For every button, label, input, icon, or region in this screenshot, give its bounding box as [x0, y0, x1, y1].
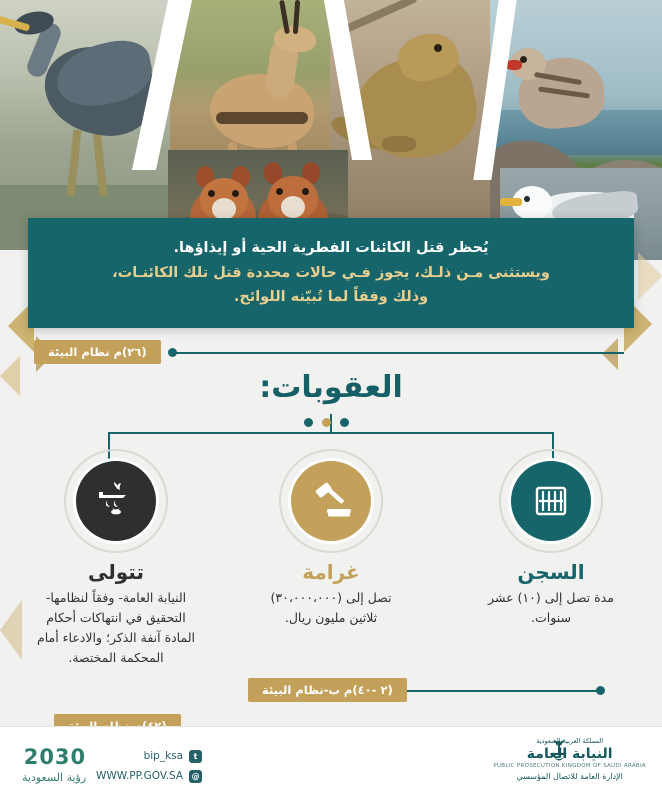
banner-line-1: يُحظر قتل الكائنات الفطرية الحية أو إيذاؤها.: [173, 239, 489, 256]
footer-bar: [0, 726, 662, 800]
decorative-triangle: [602, 338, 618, 370]
connector-dot: [340, 418, 349, 427]
banner-line-3: وذلك وفقاً لما تُبيّنه اللوائح.: [233, 289, 429, 306]
decorative-triangle: [0, 600, 22, 660]
vision-label: رؤية السعودية: [22, 771, 87, 785]
website-link[interactable]: [96, 767, 202, 787]
twitter-handle: bip_ksa: [143, 750, 184, 762]
article-26-tag: (٢٦)م نظام البيئة: [34, 340, 161, 364]
penalty-item-fine: [256, 458, 406, 628]
twitter-link[interactable]: [96, 747, 202, 767]
connector-dot: [322, 418, 331, 427]
penalty-label: غرامة: [302, 560, 360, 584]
website-url: WWW.PP.GOV.SA: [96, 769, 184, 782]
globe-icon: @: [189, 770, 202, 783]
penalty-description: تصل إلى (٣٠،٠٠٠،٠٠٠) ثلاثين مليون ريال.: [270, 590, 392, 625]
penalty-item-prosecution: [36, 458, 196, 668]
penalties-title: العقوبات:: [259, 370, 403, 405]
connector-dot: [304, 418, 313, 427]
vision-number: 2030: [23, 745, 87, 769]
penalty-description: مدة تصل إلى (١٠) عشر سنوات.: [488, 590, 614, 625]
penalty-description: النيابة العامة- وفقاً لنظامها- التحقيق في انتهاكات أحكام المادة آنفة الذكر؛ والادعاء أمام المحكمة المختصة.: [36, 590, 196, 665]
brand-name: النيابة العامة: [526, 746, 613, 762]
decorative-triangle: [638, 252, 662, 300]
article-40-dot: [596, 686, 605, 695]
law-statement-banner: [28, 218, 634, 328]
vision-2030-logo: [22, 743, 86, 786]
public-prosecution-logo: [493, 737, 646, 781]
banner-line-2: ويستثنى مـن ذلـك، يجوز فـي حالات محددة قتل تلك الكائنـات،: [112, 264, 550, 281]
brand-kingdom: المملكة العربية السعودية: [536, 737, 604, 745]
penalty-label: السجن: [517, 560, 585, 584]
brand-english: PUBLIC PROSECUTION KINGDOM OF SAUDI ARABIA: [493, 763, 646, 769]
penalty-item-prison: [476, 458, 626, 628]
article-40-tag: (٢ -٤٠)م ب-نظام البيئة: [248, 678, 407, 702]
article-26-dot: [168, 348, 177, 357]
article-26-line: [172, 352, 624, 354]
penalty-label: تتولى: [88, 560, 144, 584]
connector-horizontal: [108, 432, 554, 434]
brand-department: الإدارة العامة للاتصال المؤسسي: [516, 772, 623, 781]
twitter-icon: t: [189, 750, 202, 763]
social-links: [96, 747, 202, 787]
